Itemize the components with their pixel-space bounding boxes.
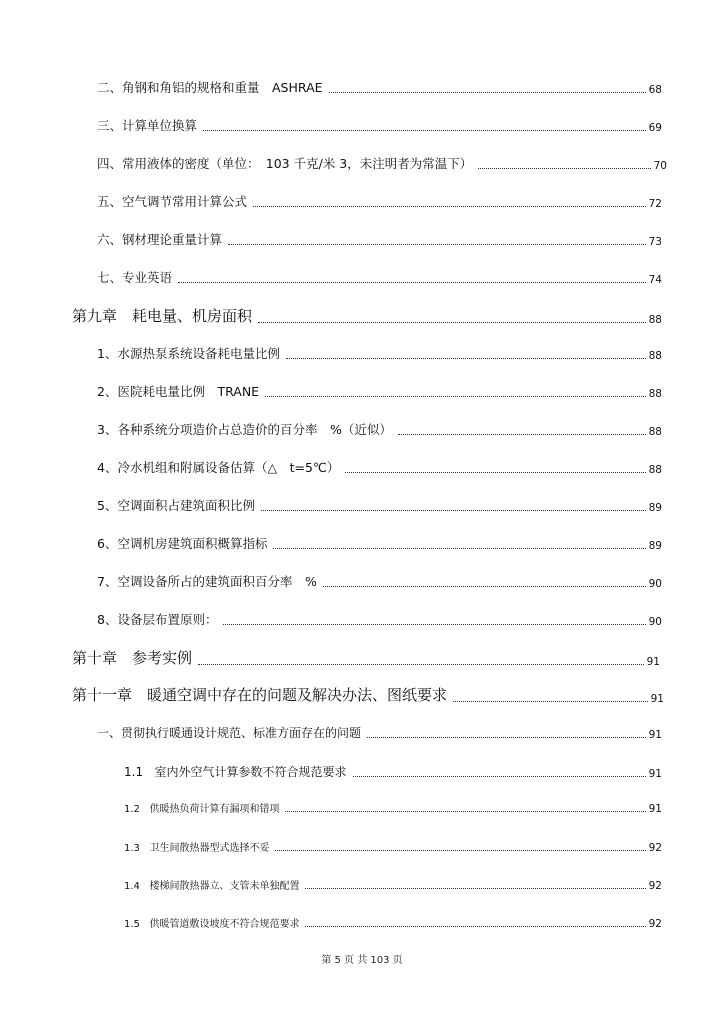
toc-entry-title: 三、计算单位换算: [97, 118, 198, 133]
toc-entry[interactable]: [97, 344, 662, 362]
dot-leader: [258, 322, 646, 323]
dot-leader: [198, 664, 644, 665]
toc-subentry-title: 室内外空气计算参数不符合规范要求: [154, 765, 347, 779]
dot-leader: [203, 130, 646, 131]
dot-leader: [329, 92, 646, 93]
toc-entry-page: 70: [653, 160, 667, 172]
toc-entry-title: 4、冷水机组和附属设备估算（△ t=5℃）: [97, 460, 340, 475]
toc-entry[interactable]: [97, 154, 667, 172]
toc-chapter-page: 88: [648, 314, 662, 326]
toc-entry-title: 7、空调设备所占的建筑面积百分率 %: [97, 574, 317, 589]
toc-entry[interactable]: [97, 724, 662, 741]
dot-leader: [305, 926, 645, 927]
toc-subentry-page: 92: [648, 842, 662, 854]
toc-entry[interactable]: [97, 230, 662, 248]
toc-subentry[interactable]: [124, 800, 662, 815]
toc-chapter-title: 第十章 参考实例: [72, 649, 193, 667]
toc-subentry[interactable]: [124, 915, 662, 930]
toc-entry-page: 90: [648, 578, 662, 590]
toc-subentry-page: 92: [648, 880, 662, 892]
toc-entry-title: 一、贯彻执行暖通设计规范、标准方面存在的问题: [97, 726, 362, 740]
toc-subentry-title: 楼梯间散热器立、支管未单独配置: [149, 881, 300, 892]
toc-subentry-number: 1.4: [124, 881, 140, 892]
dot-leader: [178, 282, 646, 283]
toc-entry[interactable]: [97, 458, 662, 476]
toc-subentry[interactable]: [124, 763, 662, 780]
toc-entry-page: 68: [648, 84, 662, 96]
toc-chapter[interactable]: [72, 305, 662, 326]
toc-subentry-title: 供暖管道敷设坡度不符合规范要求: [149, 919, 300, 930]
toc-chapter-title: 第九章 耗电量、机房面积: [72, 307, 253, 325]
toc-subentry[interactable]: [124, 877, 662, 892]
toc-entry-page: 74: [648, 274, 662, 286]
toc-subentry-title: 卫生间散热器型式选择不妥: [149, 843, 270, 854]
toc-subentry-number: 1.1: [124, 765, 144, 779]
dot-leader: [305, 888, 645, 889]
toc-entry[interactable]: [97, 192, 662, 210]
toc-entry-page: 89: [648, 502, 662, 514]
toc-subentry-page: 92: [648, 918, 662, 930]
dot-leader: [345, 472, 645, 473]
dot-leader: [265, 396, 646, 397]
toc-entry-title: 2、医院耗电量比例 TRANE: [97, 384, 260, 399]
toc-entry-page: 88: [648, 426, 662, 438]
dot-leader: [223, 624, 645, 625]
toc-chapter-title: 第十一章 暖通空调中存在的问题及解决办法、图纸要求: [72, 686, 448, 704]
toc-chapter[interactable]: [72, 684, 664, 705]
toc-entry-page: 72: [648, 198, 662, 210]
toc-subentry[interactable]: [124, 839, 662, 854]
toc-entry-title: 3、各种系统分项造价占总造价的百分率 %（近似）: [97, 422, 392, 437]
toc-entry-page: 88: [648, 388, 662, 400]
dot-leader: [273, 548, 645, 549]
dot-leader: [253, 206, 646, 207]
dot-leader: [398, 434, 646, 435]
toc-entry[interactable]: [97, 534, 662, 552]
toc-entry[interactable]: [97, 420, 662, 438]
toc-subentry-title: 供暖热负荷计算有漏项和错项: [149, 804, 280, 815]
toc-subentry-number: 1.2: [124, 804, 140, 815]
dot-leader: [353, 776, 646, 777]
toc-entry-page: 88: [648, 464, 662, 476]
toc-entry-page: 91: [648, 729, 662, 741]
dot-leader: [261, 510, 646, 511]
page-footer: 第 5 页 共 103 页: [321, 955, 403, 966]
toc-chapter-page: 91: [650, 693, 664, 705]
toc-entry-page: 90: [648, 616, 662, 628]
toc-entry-title: 1、水源热泵系统设备耗电量比例: [97, 346, 280, 361]
toc-entry-page: 69: [648, 122, 662, 134]
toc-entry[interactable]: [97, 78, 662, 96]
toc-chapter[interactable]: [72, 647, 660, 668]
toc-entry-title: 二、角钢和角铝的规格和重量 ASHRAE: [97, 80, 323, 95]
toc-entry[interactable]: [97, 268, 662, 286]
toc-entry-title: 6、空调机房建筑面积概算指标: [97, 536, 268, 551]
toc-subentry-page: 91: [648, 768, 662, 780]
dot-leader: [228, 244, 646, 245]
toc-entry[interactable]: [97, 572, 662, 590]
toc-entry-title: 四、常用液体的密度（单位： 103 千克/米 3，未注明者为常温下）: [97, 156, 473, 171]
toc-entry-title: 5、空调面积占建筑面积比例: [97, 498, 255, 513]
dot-leader: [367, 737, 646, 738]
toc-entry[interactable]: [97, 610, 662, 628]
dot-leader: [275, 850, 645, 851]
toc-entry-title: 8、设备层布置原则：: [97, 612, 218, 627]
dot-leader: [478, 168, 650, 169]
dot-leader: [323, 586, 646, 587]
toc-entry-title: 五、空气调节常用计算公式: [97, 194, 248, 209]
dot-leader: [286, 358, 646, 359]
toc-entry[interactable]: [97, 496, 662, 514]
dot-leader: [285, 811, 645, 812]
toc-entry[interactable]: [97, 382, 662, 400]
toc-subentry-page: 91: [648, 803, 662, 815]
toc-chapter-page: 91: [646, 656, 660, 668]
toc-subentry-number: 1.3: [124, 843, 140, 854]
toc-entry-page: 89: [648, 540, 662, 552]
toc-entry-page: 73: [648, 236, 662, 248]
toc-entry-page: 88: [648, 350, 662, 362]
toc-entry-title: 六、钢材理论重量计算: [97, 232, 223, 247]
toc-entry[interactable]: [97, 116, 662, 134]
toc-entry-title: 七、专业英语: [97, 270, 173, 285]
dot-leader: [453, 701, 648, 702]
toc-subentry-number: 1.5: [124, 919, 140, 930]
